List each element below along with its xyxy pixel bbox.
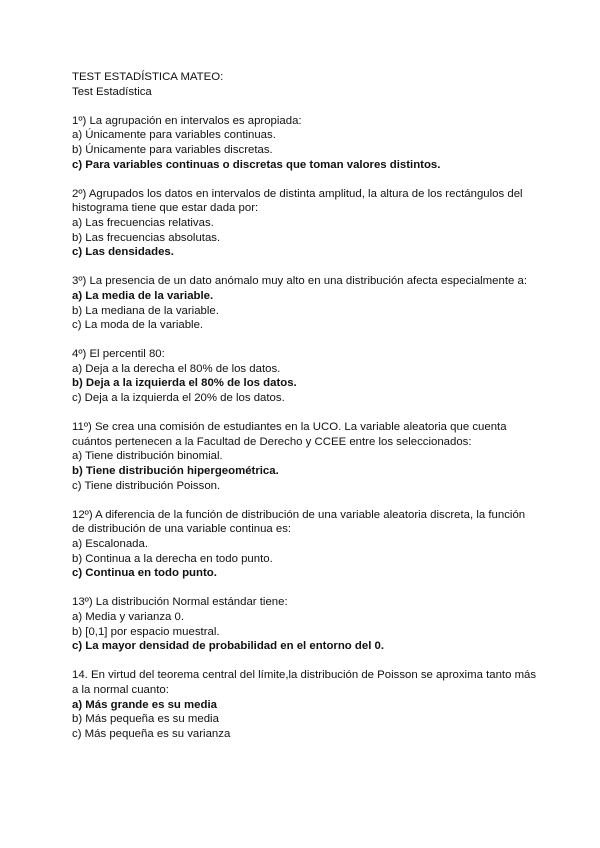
answer-option-correct: a) Más grande es su media <box>72 698 217 711</box>
question-block <box>72 187 540 260</box>
question-block <box>72 595 540 653</box>
answer-option: b) La mediana de la variable. <box>72 304 219 317</box>
answer-option-correct: a) La media de la variable. <box>72 289 214 302</box>
question-text: 3º) La presencia de un dato anómalo muy alto en una distribución afecta especialmente a: <box>72 275 528 288</box>
answer-option-correct: c) La mayor densidad de probabilidad en el entorno del 0. <box>72 640 385 653</box>
question-block <box>72 668 540 741</box>
answer-option: c) Más pequeña es su varianza <box>72 727 231 740</box>
question-block <box>72 508 540 581</box>
answer-option: b) Continua a la derecha en todo punto. <box>72 552 273 565</box>
document-title: TEST ESTADÍSTICA MATEO: <box>72 71 224 83</box>
answer-option-correct: c) Continua en todo punto. <box>72 567 217 580</box>
answer-option: c) Deja a la izquierda el 20% de los datos. <box>72 392 285 405</box>
question-text: 2º) Agrupados los datos en intervalos de distinta amplitud, la altura de los rectángulos del histograma tiene que estar dada por: <box>72 187 523 215</box>
question-list <box>72 114 540 742</box>
answer-option: a) Únicamente para variables continuas. <box>72 129 276 142</box>
answer-option: a) Media y varianza 0. <box>72 610 185 623</box>
answer-option: c) Tiene distribución Poisson. <box>72 479 221 492</box>
answer-option-correct: c) Las densidades. <box>72 246 174 259</box>
question-block <box>72 420 540 493</box>
answer-option-correct: c) Para variables continuas o discretas que toman valores distintos. <box>72 158 441 171</box>
question-block <box>72 274 540 332</box>
answer-option-correct: b) Tiene distribución hipergeométrica. <box>72 465 279 478</box>
question-text: 13º) La distribución Normal estándar tiene: <box>72 596 288 609</box>
answer-option: a) Las frecuencias relativas. <box>72 216 214 229</box>
question-text: 4º) El percentil 80: <box>72 348 165 361</box>
answer-option: b) Más pequeña es su media <box>72 713 219 726</box>
answer-option: a) Escalonada. <box>72 538 148 550</box>
question-text: 1º) La agrupación en intervalos es apropiada: <box>72 114 302 127</box>
answer-option: b) [0,1] por espacio muestral. <box>72 625 220 638</box>
question-text: 14. En virtud del teorema central del límite,la distribución de Poisson se aproxima tanto más a la normal cuanto: <box>72 669 537 696</box>
answer-option: b) Las frecuencias absolutas. <box>72 231 221 244</box>
answer-option: b) Únicamente para variables discretas. <box>72 143 273 156</box>
document-header <box>72 70 540 99</box>
question-text: 12º) A diferencia de la función de distribución de una variable aleatoria discreta, la función de distribución de una variable continua es: <box>72 508 526 536</box>
answer-option: a) Tiene distribución binomial. <box>72 450 223 463</box>
document-subtitle: Test Estadística <box>72 85 152 98</box>
question-block <box>72 347 540 405</box>
answer-option: a) Deja a la derecha el 80% de los datos. <box>72 362 281 375</box>
answer-option-correct: b) Deja a la izquierda el 80% de los datos. <box>72 377 297 390</box>
answer-option: c) La moda de la variable. <box>72 319 204 332</box>
question-text: 11º) Se crea una comisión de estudiantes en la UCO. La variable aleatoria que cuenta cuántos pertenecen a la Facultad de Derecho y CCEE entre los seleccionados: <box>72 421 507 448</box>
question-block <box>72 114 540 172</box>
